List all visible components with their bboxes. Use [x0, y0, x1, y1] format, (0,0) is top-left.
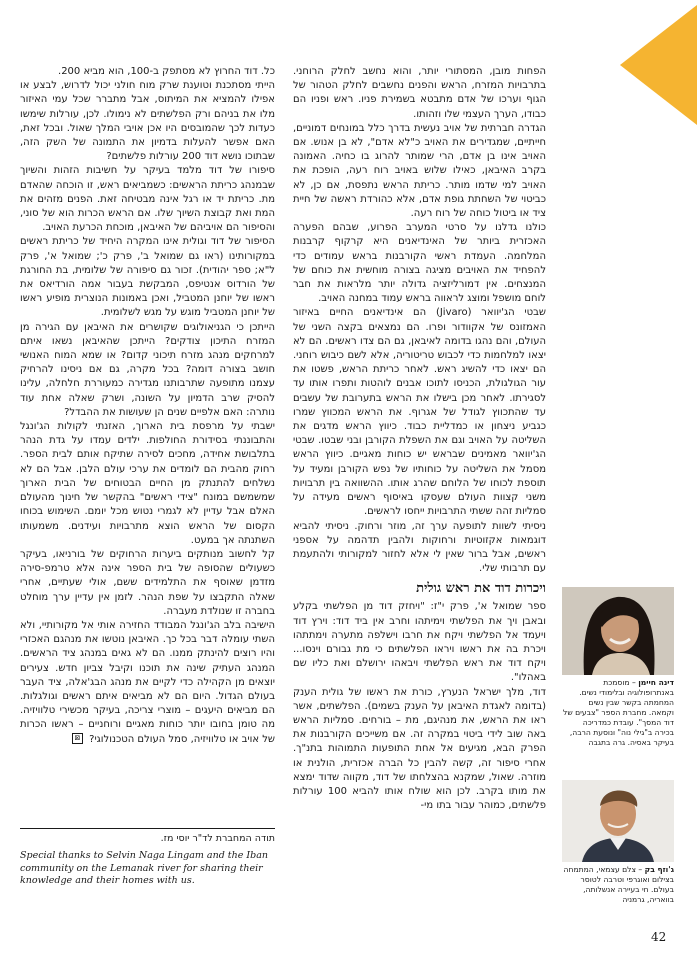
photographer-bio: – צלם עצמאי, המתמחה בצילום ואוגרפי וטרבה לטוסר בעולם. חי בעיירה אנשלותה, בוואריה, גרמניה: [563, 865, 674, 904]
author-portrait-image: [562, 587, 674, 675]
paragraph: ספר שמואל א', פרק י"ז: "ויחזק דוד מן הפלשתי בקלע ובאבן ויך את הפלשתי וימיתהו וחרב אין ביד דוד: וירץ דוד ויעמד אל הפלשתי ויקח את חרבו וישלפה מתערה וימתתהו ויכרת בה את ראשו ויראו הפלשתים כי מת גבורם וינסו... ויקח דוד את ראש הפלשתי ויבאהו ירושלם ואת כליו שם באהלו".: [293, 601, 546, 684]
photographer-photo-block: [562, 780, 674, 905]
section-heading: ויכרות דוד את ראש גולית: [416, 581, 546, 597]
photographer-caption: [562, 865, 674, 905]
page-number: 42: [651, 930, 667, 944]
footnote-divider: [20, 828, 275, 829]
paragraph: הפחות מובן, המסתורי יותר, והוא נחשב לחלק הרוחני. בתרבויות המזרח, הראש והפנים נחשבים לחלק הטהור של הגוף וערכו של אדם מתבטא בשמירת פניו. ראש ופניו הם כבודו, הערך העצמי שלו וזהותו.: [293, 66, 546, 120]
author-photo-block: [562, 587, 674, 748]
article-column-right: [293, 65, 546, 813]
paragraph: ישבתי על מרפסת בית הארוך, האזנתי לקולות הג'ונגל והתבוננתי בסידורת החולפות. ילדים עמדו על גדת הנהר בתלבושת אחידה, מחכים לסירה שתיקח אותם לבית הספר. רחוק מהבית הם לומדים את ערכי עולם הלבן. אבל הם לא נשלחים להתנתק מן החיים הבטוחים של הבית הארוך שמשמשם במונח "צידי ראשים" בהקשר של חינוך מהעולם האלם אבל עדיין לא לגמרי נטוש מכל יומם. השימוש בכוחו הקסום של הראש הוצא מתרבויות ועידנים. משמעותו השתנתה אך במעט.: [20, 421, 275, 546]
photographer-name: ג'וזף בק: [644, 865, 674, 874]
paragraph: הייתכן כי הגניאולוגים שקושרים את האיבאן עם הגירה מן המזרח התיכון צודקים? הייתכן שהאיבאן נשאו איתם למרחקים מנהג מזרח תיכוני קדום? או שמא המוח האנושי חושב בצורה דומה? בכל מקרה, גם אם ניסינו להרחיק עצמנו מתופעה שתרבותנו מגדירה כמעוררת חלחלה, עלינו להסיק שרב הדמיון על השונה, ושרק שאלה אחת עוד נותרה: האם אלפיים שנים הן שעושות את ההבדל?: [20, 321, 275, 418]
corner-triangle-decoration: [602, 0, 697, 130]
paragraph-text: הישיבה בלב הג'ונגל המבודד החזירה אותי אל מקורותיי, ולא השתי עומלה דבר בכל כך. האיבאן נוטשו את מנהגם האכזרי והיו רוצים להינתק ממנו. הם לא גאים במנהג ציד הראשים. המנהג העתיק שינה את תוכנו וקיבל צביון חדש. צעירים יוצאים מן הקהילה כדי לקיים את מנהג הבג'אלה, ציד העבר בעולם הגדול. היום הם לא מביאים איתם ראשים וגולגלות. הם מביאים היעגים – מוצרי צריכה, בעיקר מכשירי טלוויזיה. מה טומן בחובו יותר כוחות מאגיים ורוחניים – ראשו הכרות של אויב או טלוויזיה, סמל העולם הטכנולוגי?: [20, 619, 275, 745]
paragraph: כולנו גדלנו על סרטי המערב הפרוע, שבהם הפערה האכזרית ביותר של האינדיאנים היא קרקוף קרבנות המלחמה. העמדת ראשי הקורבנות בראש עמודים כדי להפחיד את האויבים מציגה בצורה מוחשית את כוחם של המנצחים. אין דמורליזציה גדולה יותר מלראות את חבר לוחם מושפל ומוצג לראווה בראש עמוד במחנה האויב.: [293, 222, 546, 305]
paragraph: ניסיתי לשוות לתופעה ערך זה, מוזר ורחוק. ניסיתי להביא דוגמאות אקזוטיות ורחוקות ולהבין תדהמה על אספני ראשים, אבל ברור שאין לי אלא לחזור למקורותי ולהתעמת עם תרבותי שלי.: [293, 520, 546, 575]
paragraph: כל. דוד החרוץ לא מסתפק ב-100, הוא מביא 200.: [58, 66, 275, 77]
paragraph: [20, 619, 275, 747]
acknowledgement-hebrew: תודה המחברת לד"ר יוסי מז.: [160, 833, 275, 844]
paragraph: הגדרה חברתית של אויב נעשית בדרך כלל במונחים דמוניים, חייתיים, שמגדירים את האויב כ"לא אדם", לא בן אנוש. אם האויב אינו בן אדם, הרי שמותר להרוג בו כחיה. האמונה בקרב האיבאן, כאילו שלוש באויב רוח רעה, הופכת את האויב למי שדמו מותר. כריתת הראש נתפסת, אם כן, לא כביטוי של השחתת גופת אדם, אלא כהורדת ראשה של חיית ציד או ביטול כוחה של רוח רעה.: [293, 122, 546, 220]
paragraph: דוד, מלך ישראל הנערץ, כורת את ראשו של גולית הענק (בדומה לאגדת האיבאן על הענק בשמים). הפלשתים, אשר ראו את הראש, את מנהיגם, מת – בורחים. סמליות הראש באה שוב לידי ביטוי במקרה זה. אם משייכים הקורבנות את הפרק הבא, מגיעים אל אחת התופעות התמוהות בתנ"ך. אחרי סיפור זה, קשה להבין כל הברה אכזרית, הולנית או מוזרה. שאול, שמקנא בהצלחתו של דוד, מקווה שדוד ימצא את מותו בקרב. לכן הוא שולח אותו להביא 100 עורלות פלשתים, כמוהר עבור בתו מי-: [293, 686, 546, 812]
author-caption: [562, 678, 674, 748]
author-bio: – מוסמכת באנתרופולוגיה ובלימודי נשים. המחמתה בקשר שבין נשים וקמאה. מחברת הספר "צבעים של דוד המסך". עובדת כמדריכה בכירה ב"גילי נוה" ונוסעת הרבה, בעיקר באסיה. גרה בתגבה: [563, 678, 674, 747]
end-of-article-icon: ⊠: [72, 733, 83, 744]
photographer-portrait-image: [562, 780, 674, 862]
acknowledgement-english: Special thanks to Selvin Naga Lingam and the Iban community on the Lemanak river for sharing their knowledge and their homes with us.: [20, 850, 268, 886]
paragraph: הסיפור של דוד וגולית אינו המקרה היחיד של כריתת ראשים במקורותינו (ראו גם שמואל ב', פרק כ'; שמואל א', פרק ל"א; ספר יהודית). זכור גם סיפורה של שלומית, בת החורגת של הורדוס אנטיפס, המבקשת בעבור אמה הורדיאס את ראשו של יוחנן המטביל, ואכן באמונות הנוצרית מופיע ראשו של יוחנן המטביל מוגש על מגש לשלומית.: [20, 236, 275, 319]
paragraph: הייתי מסתכנת וטוענת שרק מוח חולני יכול לדרוש, לבצע או אפילו להמציא את המיתוס, אבל מתברר שכל עמי האיזור מלו את בניהם ורק הפלשתים לא נימולו. לכן, עורלות שימשו כעדות לכך שהמובסים היו אכן אויבי המלך שאול. ובכל זאת, האם אפשר להעלות בדמיון את התמונה של השק הזה, שבתוכו נושא דוד 200 עורלות פלשתים?: [20, 80, 275, 163]
paragraph: שבטי הג'יוואר (Jivaro) הם אינדיאנים החיים באיזור האמזונס של אקוודור ופרו. הם נמצאים בקצה השני של העולם, והם נהגו בדומה לאיבאן, גם הם צדו ראשים. הם לא יצאו למלחמות כדי לכבוש טריטוריה, אלא לשם כיבוש רוחני. הם יצאו כדי להשיג ראש. לאחר כריתת הראש, פשטו את עור הגולגולת, הכניסו לתוכו אבנים לוהטות ותפרו אותו עד לסגירתו. לאחר מכן בישלו את הראש בתערובת של עשבים עד שהתכווץ לגודל של אגרוף. את הראש המכווץ שמרו כגביע ניצחון או כמדליית כבוד. כיווץ הראש מדגים את השליטה על האויב וגם את השפלת הקורבן ובני שבטו. שבטי הג'יוואר מאמינים שבראש יש כוחות מאגיים. כיווץ הראש מסמל את השליטה על כוחותיו של נפש הקורבן ומעיד על תוספת לכוחו של הלוחם שהרג אותו. ההשוואה בין תרבויות משני קצוות העולם שעסקו באיסוף ראשים מעידה על סמליות זהה ששתי התרבויות ייחסו לראשים.: [293, 307, 546, 518]
paragraph: קל לחשוב מנותקים ביערות הרחוקים של בורניאו, בעיקר כשעולים שהסופה של בית הספר אינה אלא טרמפ-סירה מזדמן שאוסף את התלמידים ששם, אולי שעתיים, אחרי שאלה התקבצו על שפת הנהר. לזמן אין עדיין ערך מוחלט בחברה זו שנולדת מעברה.: [20, 548, 275, 617]
author-name: דינה חיימן: [638, 678, 674, 687]
paragraph: סיפורו של דוד מלמד בעיקר על חשיבות הזהות והשיוך שבמנהג כריתת הראשים: כשמביאים ראש, זו הוכחה שהאדם מת. כריתת יד או רגל אינה מבטיחה זאת. הפנים מזהים את המת ואת קבוצת השיוך שלו. אם הראש הכרות הוא של סוני, והסיפור הם אויביהם של האיבאן, מוכחת הכרעת האויב.: [20, 165, 275, 234]
article-column-left: [20, 65, 275, 747]
